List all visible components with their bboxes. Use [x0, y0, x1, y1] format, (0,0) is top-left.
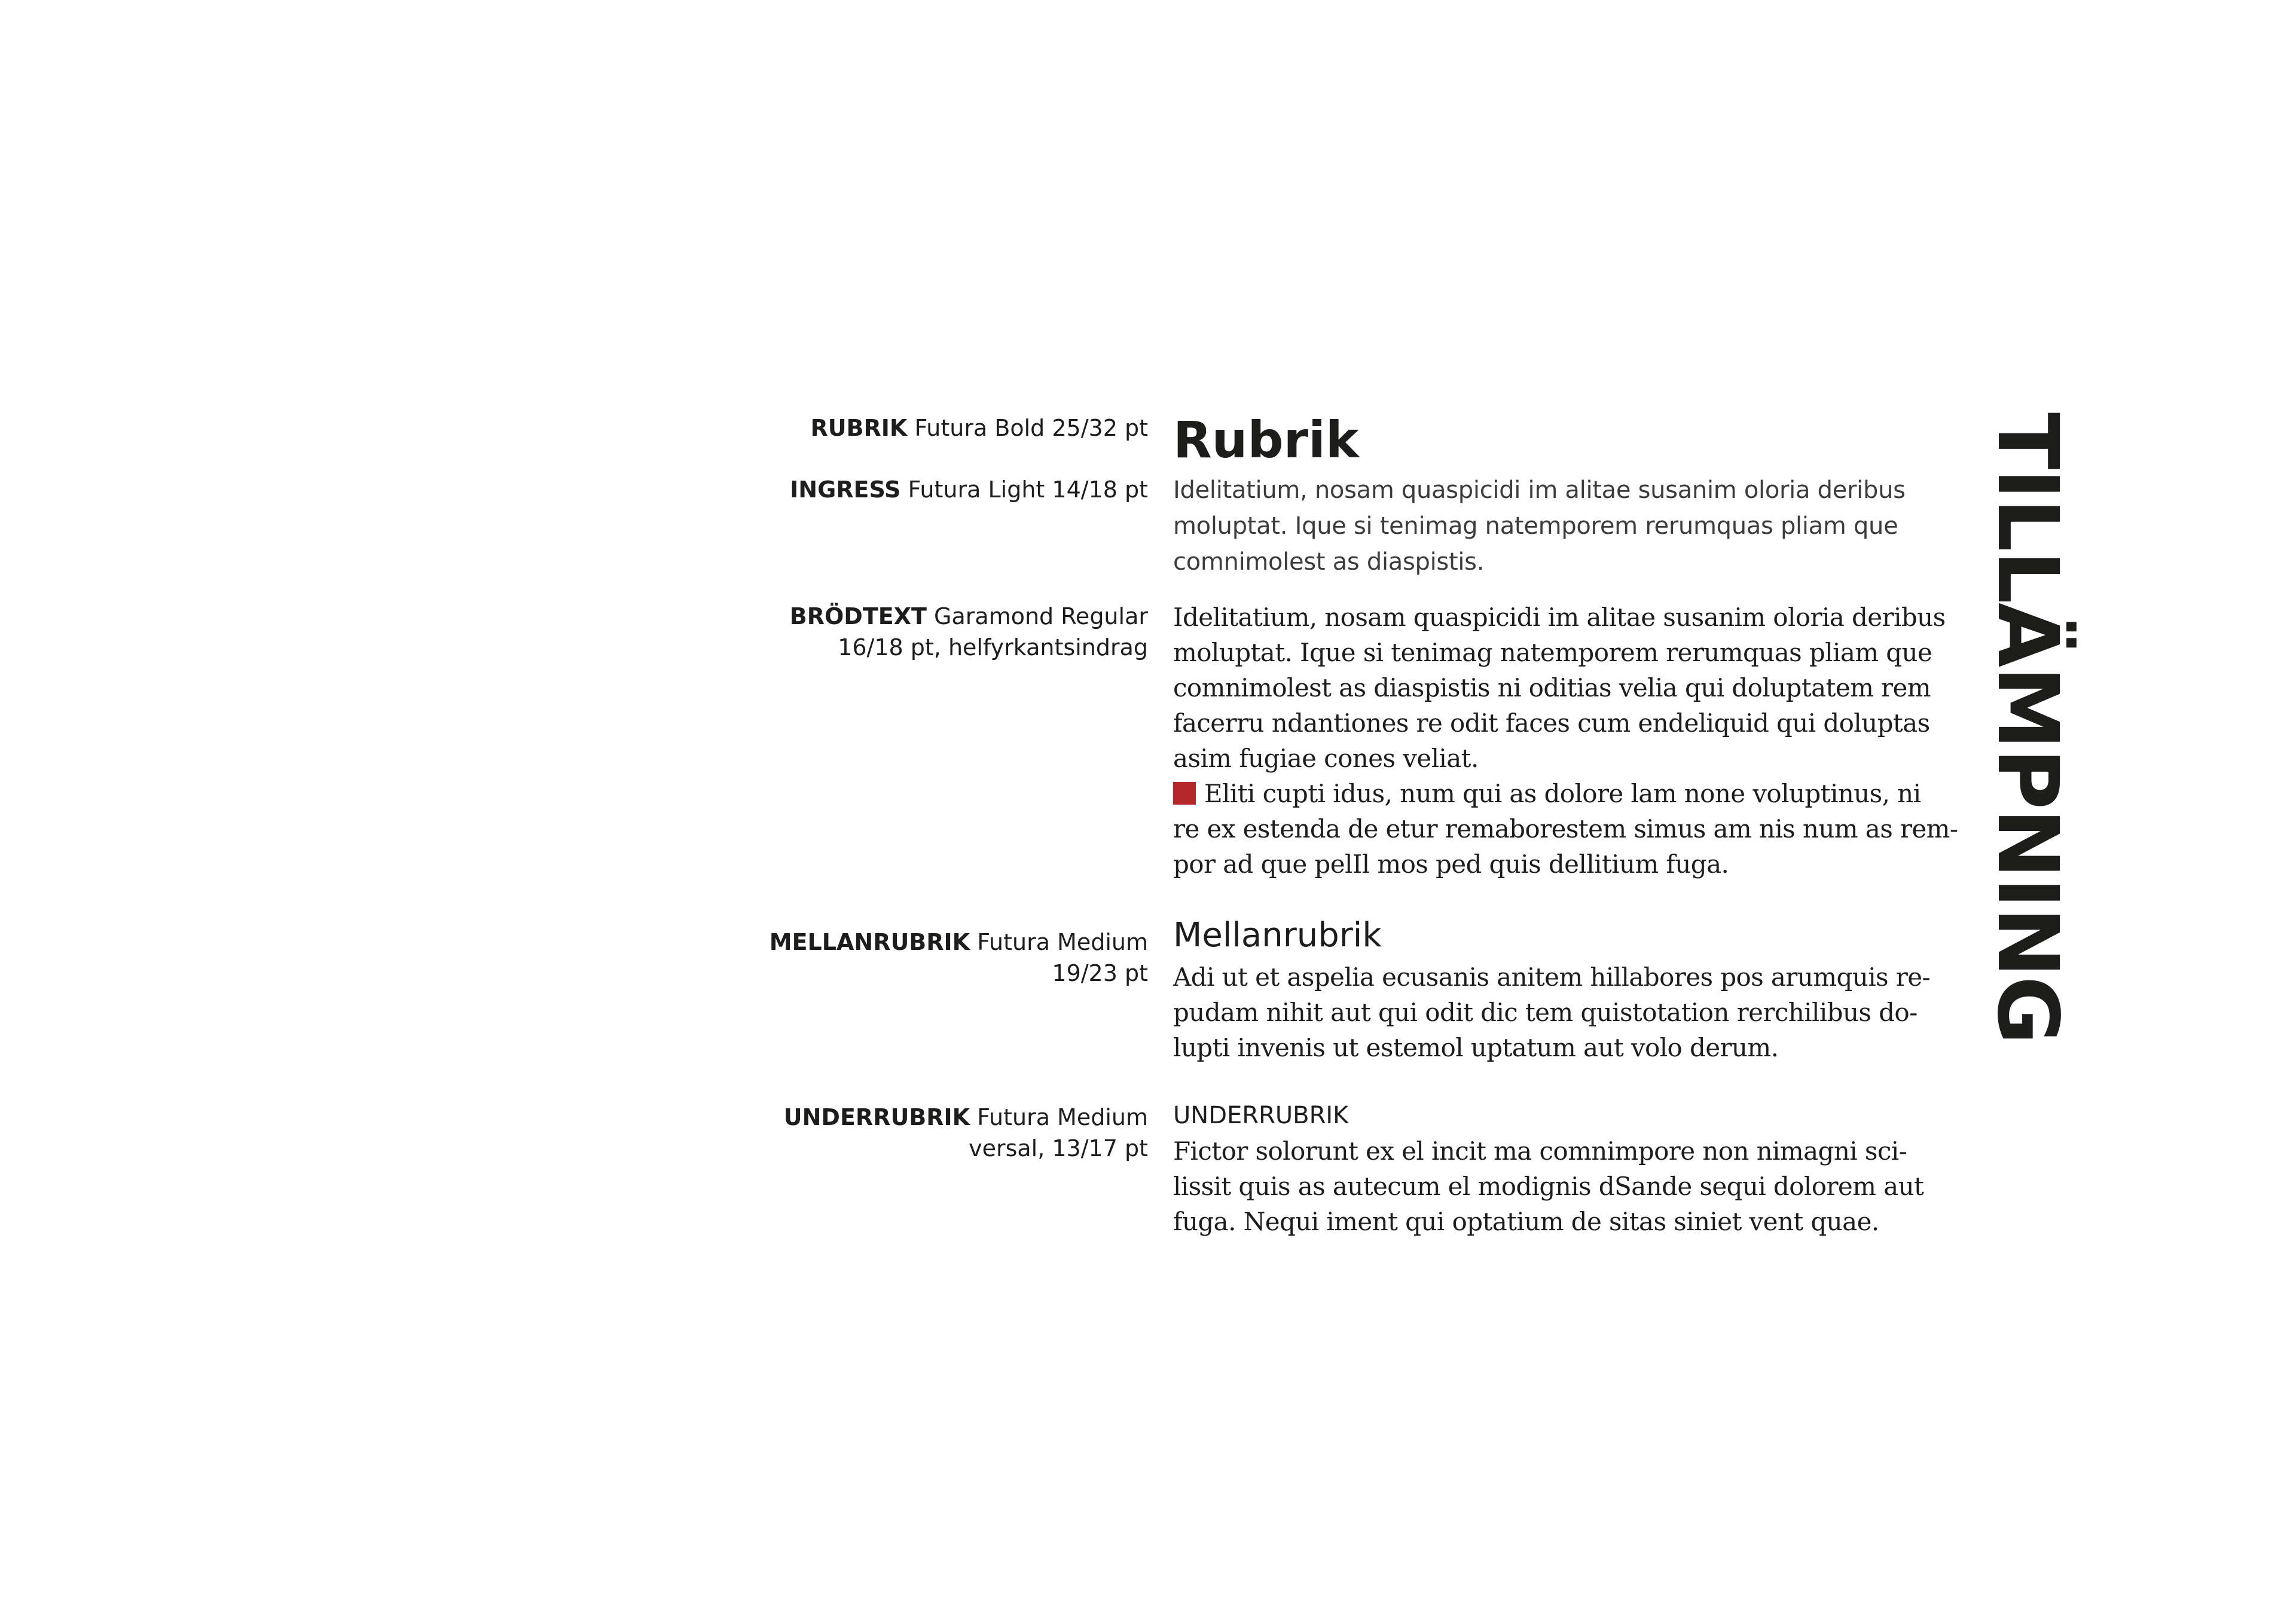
label-mellanrubrik [610, 927, 1148, 989]
body-line: Fictor solorunt ex el incit ma comnimpore non nimagni sci- [1173, 1136, 1907, 1166]
section-title-vertical: TILLÄMPNING [1979, 412, 2076, 1044]
sample-under-text [1173, 1133, 1938, 1239]
body-line-with-bullet [1173, 776, 1938, 811]
label-spec: versal, 13/17 pt [969, 1135, 1148, 1162]
sample-brodtext [1173, 600, 1958, 882]
red-square-bullet-icon [1173, 782, 1196, 805]
label-key: UNDERRUBRIK [783, 1104, 970, 1130]
body-line: Adi ut et aspelia ecusanis anitem hillabores pos arumquis re- [1173, 962, 1931, 992]
body-line: lissit quis as autecum el modignis dSande sequi dolorem aut [1173, 1172, 1924, 1201]
sample-ingress [1173, 472, 1938, 580]
label-spec: Futura Light 14/18 pt [908, 476, 1148, 503]
label-spec: Futura Medium [977, 929, 1148, 955]
label-underrubrik [610, 1102, 1148, 1164]
ingress-line: comnimolest as diaspistis. [1173, 548, 1485, 576]
body-line: asim fugiae cones veliat. [1173, 744, 1479, 773]
body-line: moluptat. Ique si tenimag natemporem rerumquas pliam que [1173, 638, 1932, 667]
sample-mellanrubrik: Mellanrubrik [1173, 916, 1382, 955]
label-key: RUBRIK [810, 415, 908, 441]
label-key: BRÖDTEXT [789, 603, 927, 629]
body-line: Idelitatium, nosam quaspicidi im alitae susanim oloria deribus [1173, 603, 1946, 632]
body-line: por ad que pelIl mos ped quis dellitium fuga. [1173, 849, 1729, 879]
sample-rubrik: Rubrik [1173, 411, 1359, 469]
body-line: comnimolest as diaspistis ni oditias velia qui doluptatem rem [1173, 673, 1931, 702]
label-spec: Futura Bold 25/32 pt [914, 415, 1148, 441]
label-spec: 19/23 pt [1052, 960, 1148, 986]
ingress-line: moluptat. Ique si tenimag natemporem rerumquas pliam que [1173, 512, 1898, 540]
body-line: lupti invenis ut estemol uptatum aut volo derum. [1173, 1033, 1779, 1062]
label-spec: Garamond Regular [934, 603, 1148, 629]
label-spec: 16/18 pt, helfyrkantsindrag [838, 634, 1148, 661]
body-line: re ex estenda de etur remaborestem simus am nis num as rem- [1173, 814, 1958, 843]
body-line-text: Eliti cupti idus, num qui as dolore lam none voluptinus, ni [1204, 779, 1921, 808]
ingress-line: Idelitatium, nosam quaspicidi im alitae susanim oloria deribus [1173, 476, 1906, 504]
label-brodtext [610, 601, 1148, 663]
sample-mellan-text [1173, 959, 1938, 1065]
sample-underrubrik: UNDERRUBRIK [1173, 1102, 1349, 1129]
body-line: fuga. Nequi iment qui optatium de sitas siniet vent quae. [1173, 1207, 1879, 1236]
label-ingress [610, 474, 1148, 505]
label-rubrik [610, 412, 1148, 444]
label-key: MELLANRUBRIK [769, 929, 970, 955]
label-spec: Futura Medium [977, 1104, 1148, 1130]
body-line: pudam nihit aut qui odit dic tem quistotation rerchilibus do- [1173, 998, 1918, 1027]
body-line: facerru ndantiones re odit faces cum endeliquid qui doluptas [1173, 708, 1930, 738]
label-key: INGRESS [790, 476, 901, 503]
